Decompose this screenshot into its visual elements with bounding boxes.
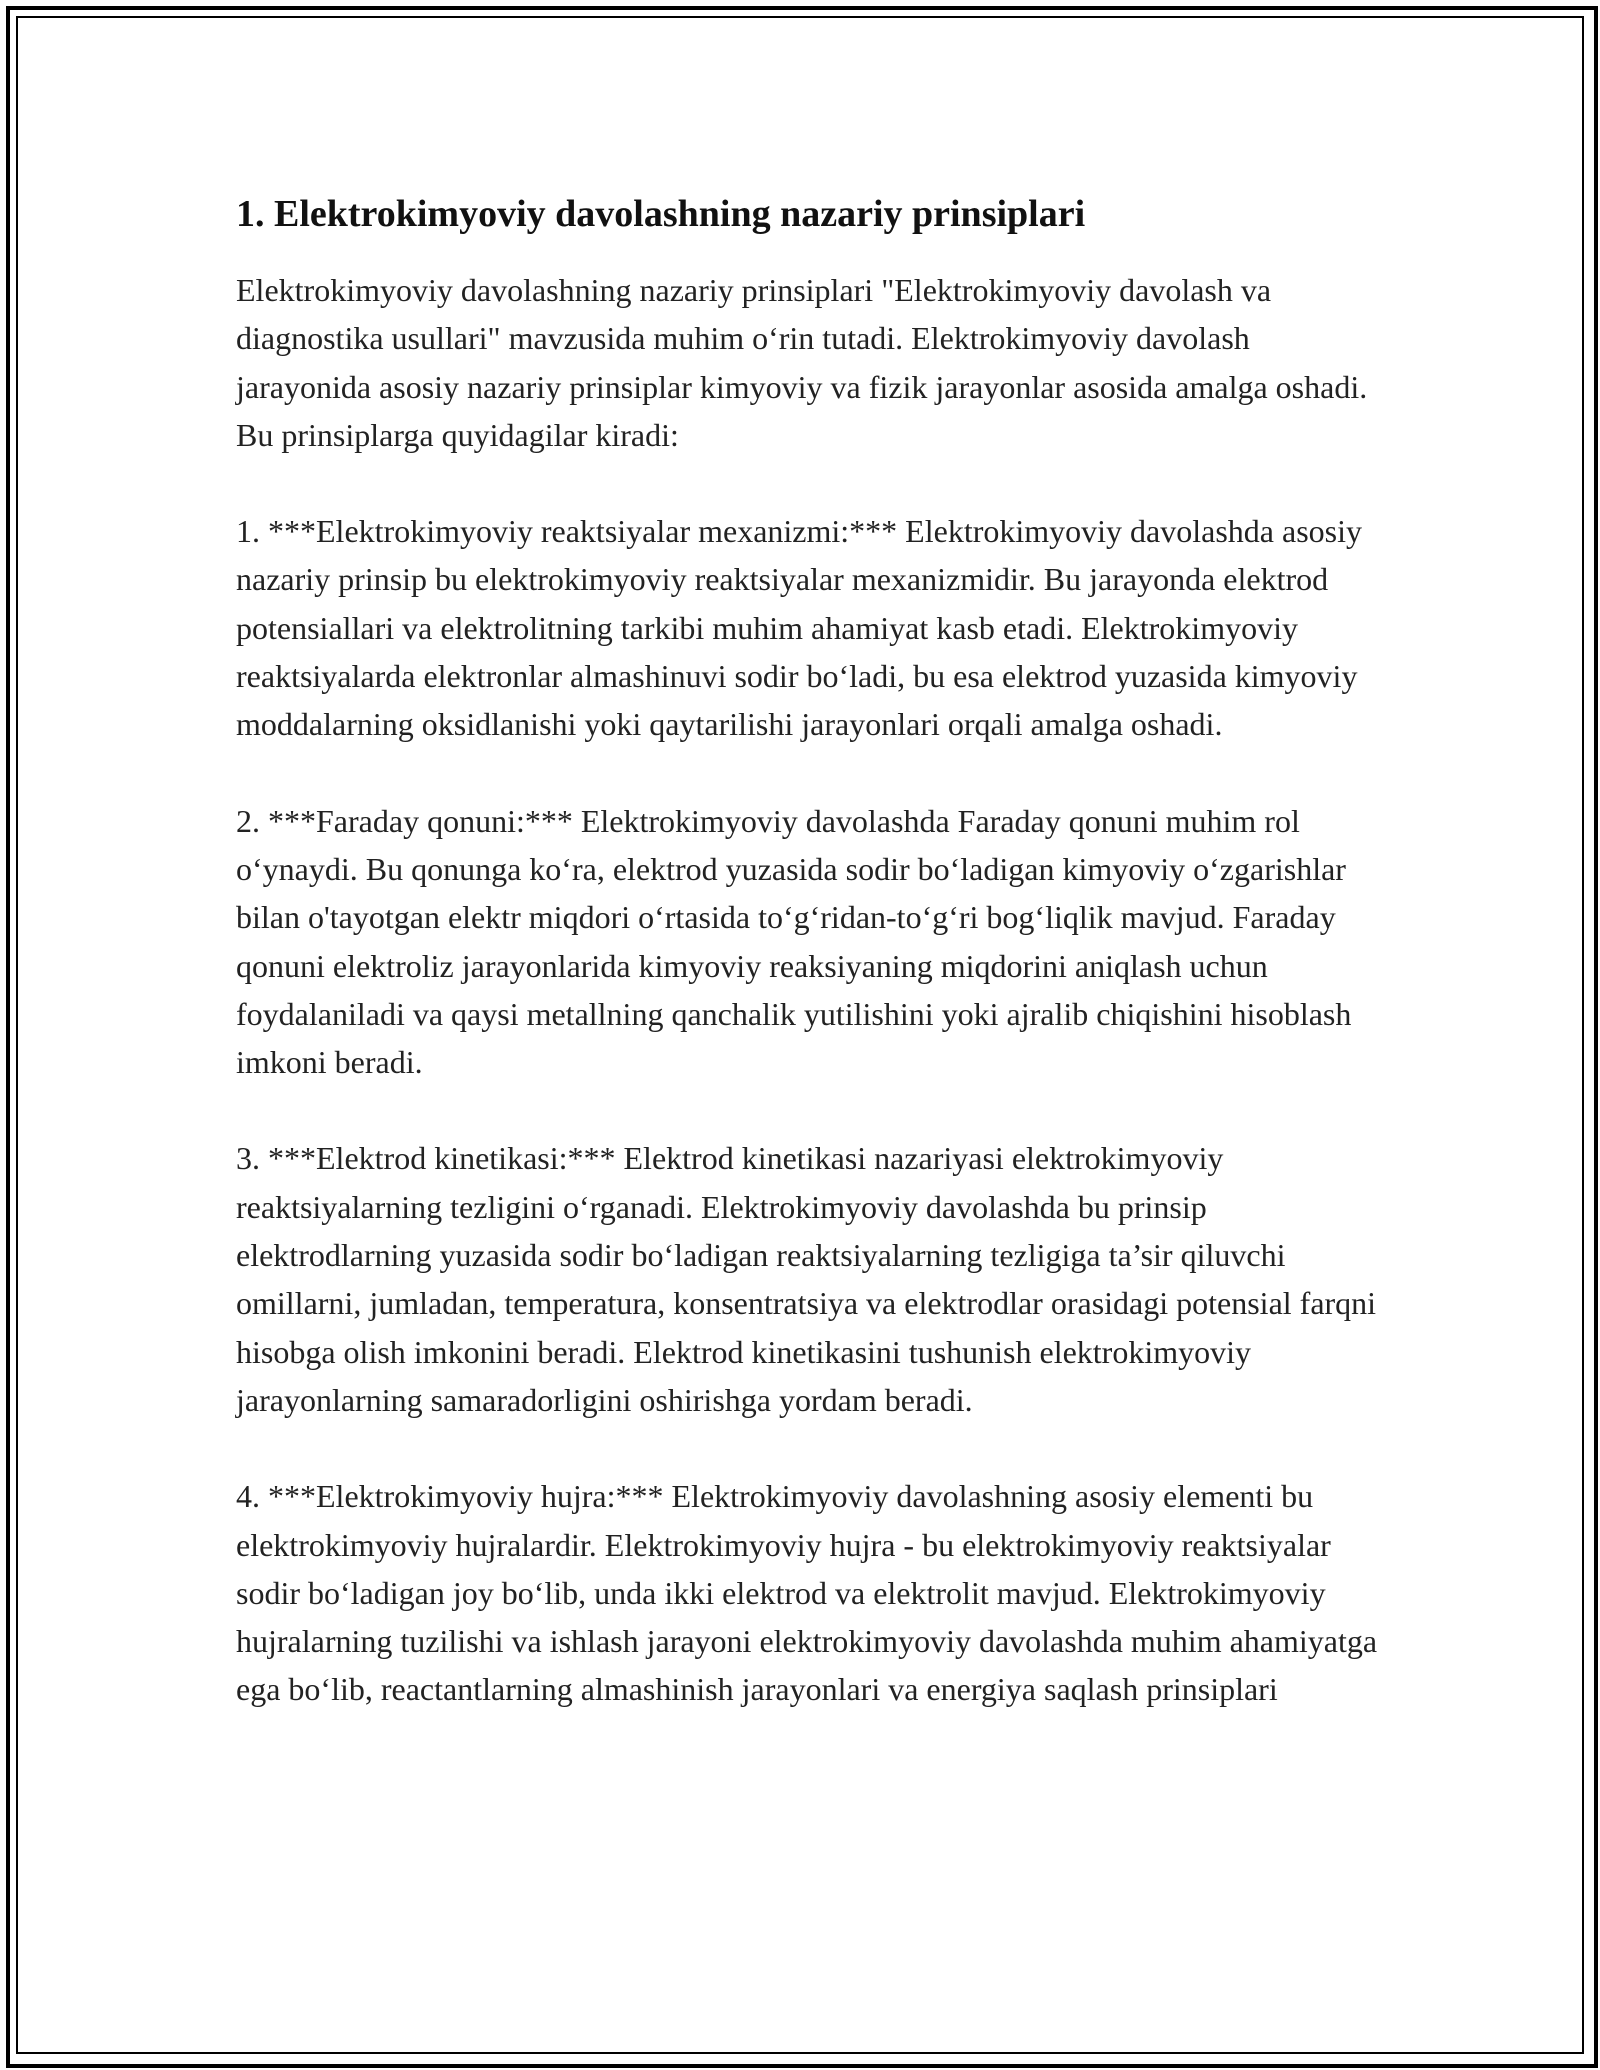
list-item-reaction-mechanism: 1. ***Elektrokimyoviy reaktsiyalar mexanizmi:*** Elektrokimyoviy davolashda asosiy nazariy prinsip bu elektrokimyoviy reaktsiyalar mexanizmidir. Bu jarayonda elektrod potensiallari va elektrolitning tarkibi muhim ahamiyat kasb etadi. Elektrokimyoviy reaktsiyalarda elektronlar almashinuvi sodir bo‘ladi, bu esa elektrod yuzasida kimyoviy moddalarning oksidlanishi yoki qaytarilishi jarayonlari orqali amalga oshadi. (236, 513, 1362, 743)
section-heading: 1. Elektrokimyoviy davolashning nazariy prinsiplari (236, 193, 1086, 235)
list-item-electrochemical-cell: 4. ***Elektrokimyoviy hujra:*** Elektrokimyoviy davolashning asosiy elementi bu elektrokimyoviy hujralardir. Elektrokimyoviy hujra - bu elektrokimyoviy reaktsiyalar sodir bo‘ladigan joy bo‘lib, unda ikki elektrod va elektrolit mavjud. Elektrokimyoviy hujralarning tuzilishi va ishlash jarayoni elektrokimyoviy davolashda muhim ahamiyatga ega bo‘lib, reactantlarning almashinish jarayonlari va energiya saqlash prinsiplari (236, 1478, 1378, 1708)
list-item-faraday-law: 2. ***Faraday qonuni:*** Elektrokimyoviy davolashda Faraday qonuni muhim rol o‘ynaydi. Bu qonunga ko‘ra, elektrod yuzasida sodir bo‘ladigan kimyoviy o‘zgarishlar bilan o'tayotgan elektr miqdori o‘rtasida to‘g‘ridan-to‘g‘ri bog‘liqlik mavjud. Faraday qonuni elektroliz jarayonlarida kimyoviy reaksiyaning miqdorini aniqlash uchun foydalaniladi va qaysi metallning qanchalik yutilishini yoki ajralib chiqishini hisoblash imkoni beradi. (236, 802, 1352, 1081)
document-body (236, 178, 1386, 1714)
list-item-electrode-kinetics: 3. ***Elektrod kinetikasi:*** Elektrod kinetikasi nazariyasi elektrokimyoviy reaktsiyalarning tezligini o‘rganadi. Elektrokimyoviy davolashda bu prinsip elektrodlarning yuzasida sodir bo‘ladigan reaktsiyalarning tezligiga ta’sir qiluvchi omillarni, jumladan, temperatura, konsentratsiya va elektrodlar orasidagi potensial farqni hisobga olish imkonini beradi. Elektrod kinetikasini tushunish elektrokimyoviy jarayonlarning samaradorligini oshirishga yordam beradi. (236, 1140, 1377, 1418)
intro-paragraph: Elektrokimyoviy davolashning nazariy prinsiplari "Elektrokimyoviy davolash va diagnostika usullari" mavzusida muhim o‘rin tutadi. Elektrokimyoviy davolash jarayonida asosiy nazariy prinsiplar kimyoviy va fizik jarayonlar asosida amalga oshadi. Bu prinsiplarga quyidagilar kiradi: (236, 272, 1368, 453)
